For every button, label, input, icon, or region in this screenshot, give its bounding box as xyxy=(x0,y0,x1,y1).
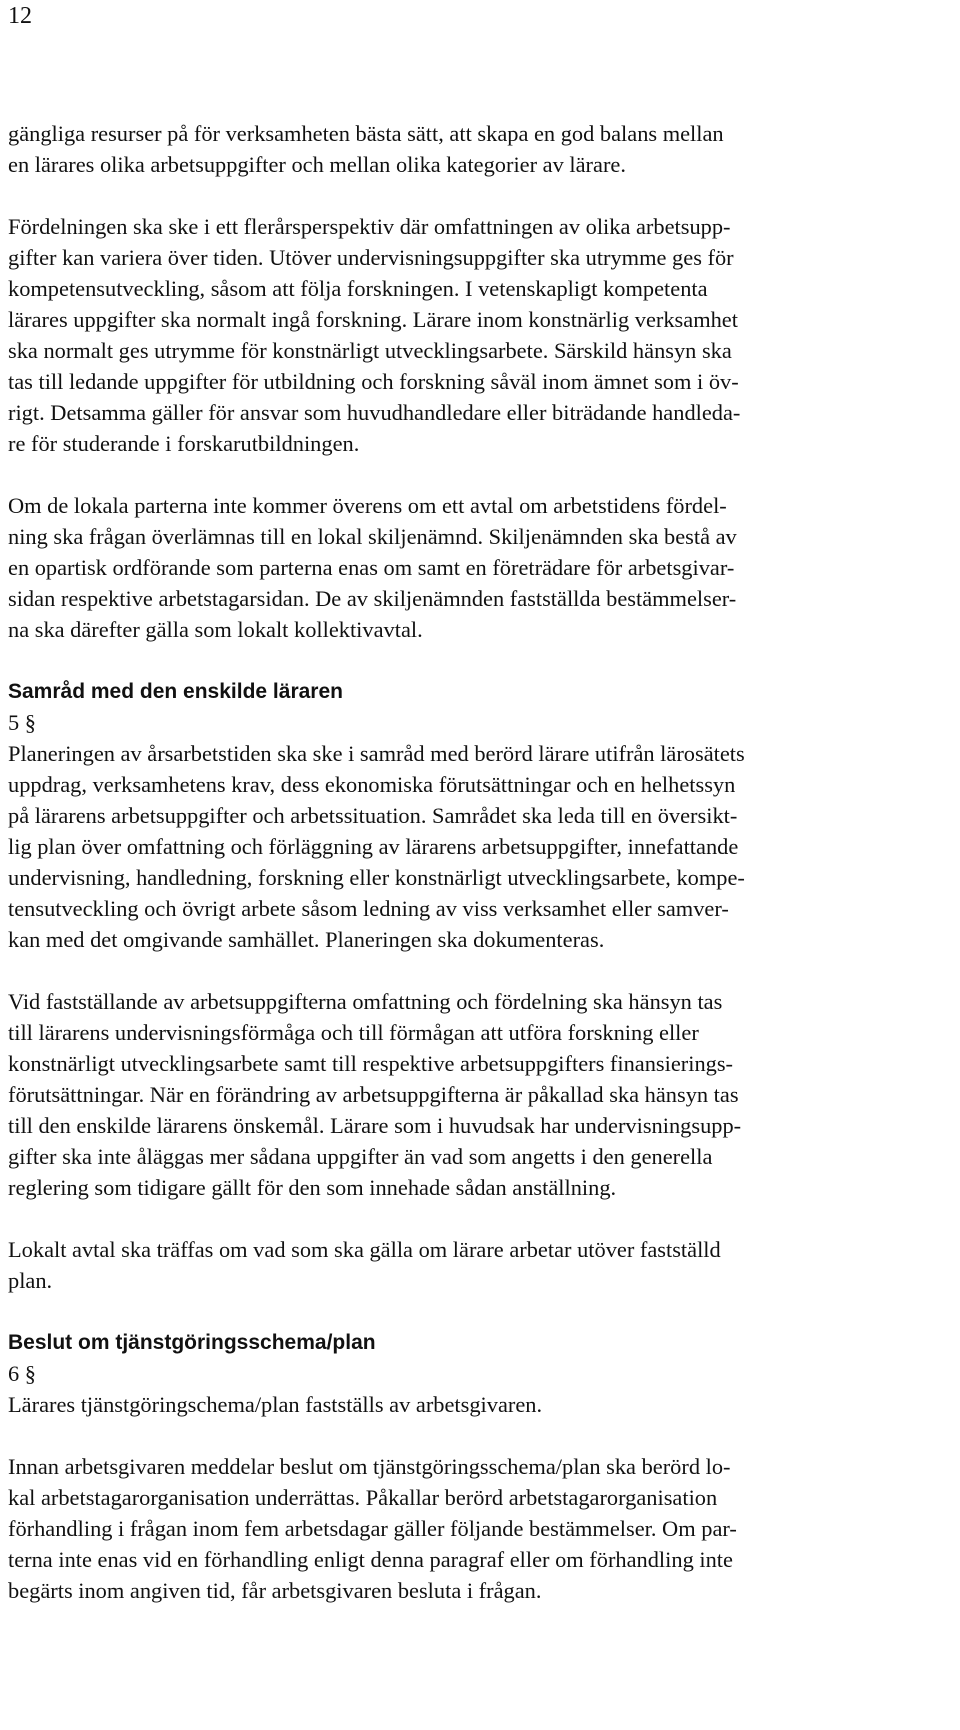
section-6-mark: 6 § xyxy=(8,1361,36,1386)
section-6 xyxy=(8,1327,956,1606)
paragraph-continuation: gängliga resurser på för verksamheten bästa sätt, att skapa en god balans mellan en lärares olika arbetsuppgifter och mellan olika kategorier av lärare. xyxy=(8,121,724,177)
document-body xyxy=(8,118,956,1606)
page-number: 12 xyxy=(8,3,32,29)
section-5-mark: 5 § xyxy=(8,710,36,735)
section-6-heading: Beslut om tjänstgöringsschema/plan xyxy=(8,1331,376,1354)
section-5-paragraph-planning: Planeringen av årsarbetstiden ska ske i samråd med berörd lärare utifrån lärosätets uppdrag, verksamhetens krav, dess ekonomiska förutsättningar och en helhetssyn på lärarens arbetsuppgifter och arbetssituation. Samrådet ska leda till en översikt- lig plan över omfattning och förläggning av lärarens arbetsuppgifter, innefattande undervisning, handledning, forskning eller konstnärligt utvecklingsarbete, kompe- tensutveckling och övrigt arbete såsom ledning av viss verksamhet eller samver- kan med det omgivande samhället. Planeringen ska dokumenteras. xyxy=(8,741,745,952)
section-6-paragraph-negotiation: Innan arbetsgivaren meddelar beslut om tjänstgöringsschema/plan ska berörd lo- kal arbetstagarorganisation underrättas. Påkallar berörd arbetstagarorganisation förhandling i frågan inom fem arbetsdagar gäller följande bestämmelser. Om par- terna inte enas vid en förhandling enligt denna paragraf eller om förhandling inte begärts inom angiven tid, får arbetsgivaren besluta i frågan. xyxy=(8,1454,737,1603)
section-5 xyxy=(8,676,956,1296)
section-5-heading: Samråd med den enskilde läraren xyxy=(8,680,343,703)
paragraph-arbitration: Om de lokala parterna inte kommer överens om ett avtal om arbetstidens fördel- ning ska frågan överlämnas till en lokal skiljenämnd. Skiljenämnden ska bestå av en opartisk ordförande som parterna enas om samt en företrädare för arbetsgivar- sidan respektive arbetstagarsidan. De av skiljenämnden fastställda bestämmelser- na ska därefter gälla som lokalt kollektivavtal. xyxy=(8,493,737,642)
paragraph-distribution: Fördelningen ska ske i ett flerårsperspektiv där omfattningen av olika arbetsupp- gifter kan variera över tiden. Utöver undervisningsuppgifter ska utrymme ges för kompetensutveckling, såsom att följa forskningen. I vetenskapligt kompetenta lärares uppgifter ska normalt ingå forskning. Lärare inom konstnärlig verksamhet ska normalt ges utrymme för konstnärligt utvecklingsarbete. Särskild hänsyn ska tas till ledande uppgifter för utbildning och forskning såväl inom ämnet som i öv- rigt. Detsamma gäller för ansvar som huvudhandledare eller biträdande handleda- re för studerande i forskarutbildningen. xyxy=(8,214,741,456)
section-5-paragraph-local-agreement: Lokalt avtal ska träffas om vad som ska gälla om lärare arbetar utöver fastställd plan. xyxy=(8,1237,721,1293)
section-5-paragraph-allocation: Vid fastställande av arbetsuppgifterna omfattning och fördelning ska hänsyn tas till lärarens undervisningsförmåga och till förmågan att utföra forskning eller konstnärligt utvecklingsarbete samt till respektive arbetsuppgifters finansierings- förutsättningar. När en förändring av arbetsuppgifterna är påkallad ska hänsyn tas till den enskilde lärarens önskemål. Lärare som i huvudsak har undervisningsupp- gifter ska inte åläggas mer sådana uppgifter än vad som angetts i den generella reglering som tidigare gällt för den som innehade sådan anställning. xyxy=(8,989,742,1200)
section-6-paragraph-schedule: Lärares tjänstgöringschema/plan fastställs av arbetsgivaren. xyxy=(8,1392,543,1417)
